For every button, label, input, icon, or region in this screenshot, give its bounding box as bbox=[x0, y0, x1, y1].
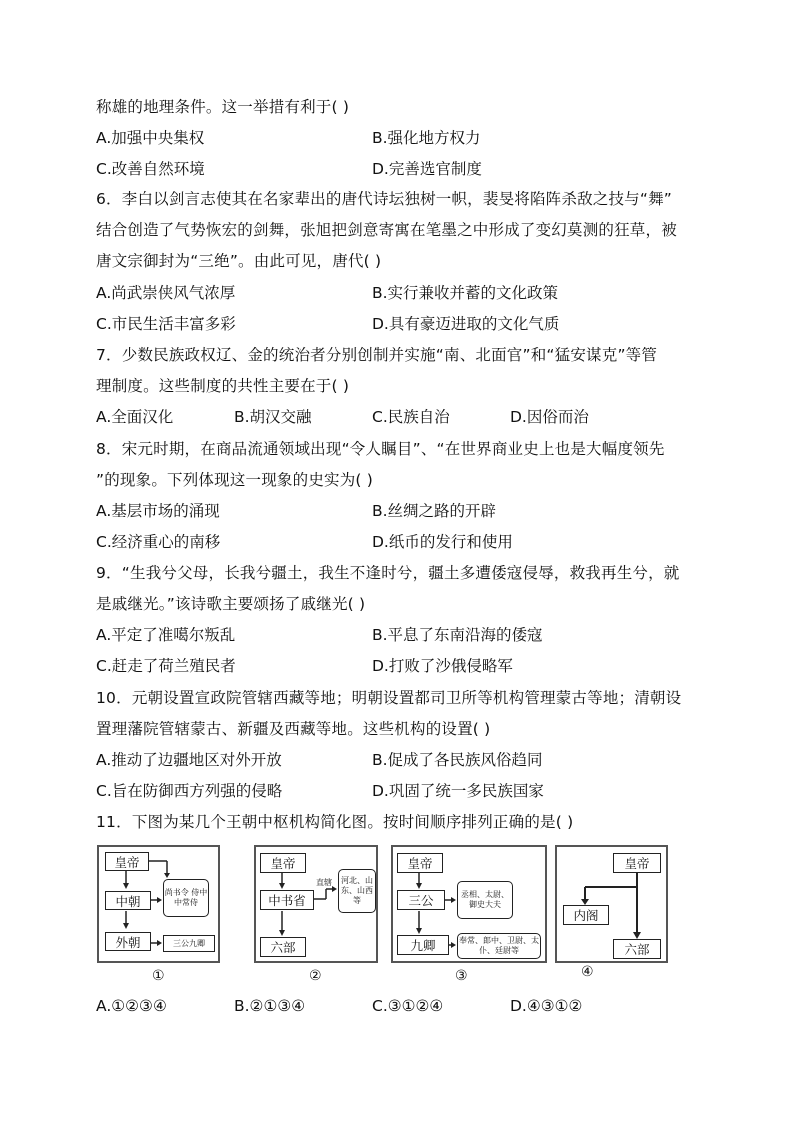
q9-option-d[interactable]: D.打败了沙俄侵略军 bbox=[372, 657, 513, 675]
d3-three-dukes-box: 三公 bbox=[397, 890, 445, 910]
q10-option-a[interactable]: A.推动了边疆地区对外开放 bbox=[96, 751, 282, 769]
d3-nine-ministers-box: 九卿 bbox=[397, 935, 449, 955]
d4-emperor-box: 皇帝 bbox=[613, 853, 661, 873]
d1-inner-officials-box: 尚书令 侍中 中常侍 bbox=[163, 879, 209, 917]
d2-six-ministries-box: 六部 bbox=[260, 937, 306, 957]
question-5-stem-end: 称雄的地理条件。这一举措有利于( ) bbox=[96, 98, 350, 116]
q6-option-c[interactable]: C.市民生活丰富多彩 bbox=[96, 315, 236, 333]
d3-emperor-box: 皇帝 bbox=[397, 853, 443, 873]
question-6-stem-3: 唐文宗御封为“三绝”。由此可见，唐代( ) bbox=[96, 252, 382, 270]
question-10-stem-2: 置理藩院管辖蒙古、新疆及西藏等地。这些机构的设置( ) bbox=[96, 720, 491, 738]
d4-grand-secretariat-box: 内阁 bbox=[563, 905, 609, 925]
q11-option-b[interactable]: B.②①③④ bbox=[234, 997, 306, 1015]
q11-option-a[interactable]: A.①②③④ bbox=[96, 997, 167, 1015]
question-7-stem-1: 7．少数民族政权辽、金的统治者分别创制并实施“南、北面官”和“猛安谋克”等管 bbox=[96, 346, 658, 364]
question-10-stem-1: 10．元朝设置宣政院管辖西藏等地；明朝设置都司卫所等机构管理蒙古等地；清朝设 bbox=[96, 689, 682, 707]
question-11-stem: 11．下图为某几个王朝中枢机构简化图。按时间顺序排列正确的是( ) bbox=[96, 813, 574, 831]
q5-option-d[interactable]: D.完善选官制度 bbox=[372, 160, 482, 178]
question-6-stem-2: 结合创造了气势恢宏的剑舞，张旭把剑意寄寓在笔墨之中形成了变幻莫测的狂草，被 bbox=[96, 221, 677, 239]
q5-option-a[interactable]: A.加强中央集权 bbox=[96, 129, 205, 147]
q5-option-c[interactable]: C.改善自然环境 bbox=[96, 160, 205, 178]
diagram-4 bbox=[555, 845, 668, 963]
q8-option-b[interactable]: B.丝绸之路的开辟 bbox=[372, 502, 497, 520]
q6-option-b[interactable]: B.实行兼收并蓄的文化政策 bbox=[372, 284, 559, 302]
q10-option-b[interactable]: B.促成了各民族风俗趋同 bbox=[372, 751, 543, 769]
q8-option-c[interactable]: C.经济重心的南移 bbox=[96, 533, 221, 551]
d4-six-ministries-box: 六部 bbox=[613, 939, 661, 959]
q6-option-a[interactable]: A.尚武崇侠风气浓厚 bbox=[96, 284, 236, 302]
diagram-1-caption: ① bbox=[152, 968, 165, 984]
d2-provinces-box: 河北、山东、山西等 bbox=[338, 869, 376, 913]
d1-emperor-box: 皇帝 bbox=[105, 852, 149, 871]
question-7-stem-2: 理制度。这些制度的共性主要在于( ) bbox=[96, 377, 350, 395]
d1-inner-court-box: 中朝 bbox=[105, 891, 151, 910]
diagram-3-caption: ③ bbox=[455, 968, 468, 984]
q11-option-c[interactable]: C.③①②④ bbox=[372, 997, 444, 1015]
diagram-2-caption: ② bbox=[309, 968, 322, 984]
question-9-stem-2: 是戚继光。”该诗歌主要颂扬了戚继光( ) bbox=[96, 595, 366, 613]
q7-option-d[interactable]: D.因俗而治 bbox=[510, 408, 589, 426]
q8-option-a[interactable]: A.基层市场的涌现 bbox=[96, 502, 220, 520]
q9-option-c[interactable]: C.赶走了荷兰殖民者 bbox=[96, 657, 236, 675]
d1-outer-officials-box: 三公九卿 bbox=[163, 935, 215, 952]
d2-secretariat-box: 中书省 bbox=[260, 890, 314, 910]
q7-option-c[interactable]: C.民族自治 bbox=[372, 408, 450, 426]
q11-option-d[interactable]: D.④③①② bbox=[510, 997, 583, 1015]
question-9-stem-1: 9．“生我兮父母，长我兮疆土，我生不逢时兮，疆土多遭倭寇侵辱，救我再生兮，就 bbox=[96, 564, 680, 582]
q9-option-b[interactable]: B.平息了东南沿海的倭寇 bbox=[372, 626, 543, 644]
q10-option-d[interactable]: D.巩固了统一多民族国家 bbox=[372, 782, 544, 800]
q7-option-b[interactable]: B.胡汉交融 bbox=[234, 408, 312, 426]
q5-option-b[interactable]: B.强化地方权力 bbox=[372, 129, 481, 147]
diagram-3 bbox=[391, 845, 547, 963]
d3-ministers-officials-box: 奉常、郎中、卫尉、太仆、廷尉等 bbox=[457, 933, 541, 959]
d2-direct-label: 直辖 bbox=[316, 878, 332, 887]
question-8-stem-2: ”的现象。下列体现这一现象的史实为( ) bbox=[96, 471, 374, 489]
q7-option-a[interactable]: A.全面汉化 bbox=[96, 408, 174, 426]
q9-option-a[interactable]: A.平定了准噶尔叛乱 bbox=[96, 626, 236, 644]
q8-option-d[interactable]: D.纸币的发行和使用 bbox=[372, 533, 513, 551]
q10-option-c[interactable]: C.旨在防御西方列强的侵略 bbox=[96, 782, 283, 800]
diagram-1 bbox=[97, 845, 220, 963]
question-8-stem-1: 8．宋元时期，在商品流通领域出现“令人瞩目”、“在世界商业史上也是大幅度领先 bbox=[96, 440, 665, 458]
d3-dukes-officials-box: 丞相、太尉、御史大夫 bbox=[457, 881, 513, 919]
diagram-2 bbox=[254, 845, 378, 963]
d2-emperor-box: 皇帝 bbox=[260, 853, 306, 873]
q6-option-d[interactable]: D.具有豪迈进取的文化气质 bbox=[372, 315, 560, 333]
d1-outer-court-box: 外朝 bbox=[105, 932, 151, 951]
question-6-stem-1: 6．李白以剑言志使其在名家辈出的唐代诗坛独树一帜，裴旻将陷阵杀敌之技与“舞” bbox=[96, 190, 673, 208]
diagram-4-caption: ④ bbox=[581, 964, 594, 980]
